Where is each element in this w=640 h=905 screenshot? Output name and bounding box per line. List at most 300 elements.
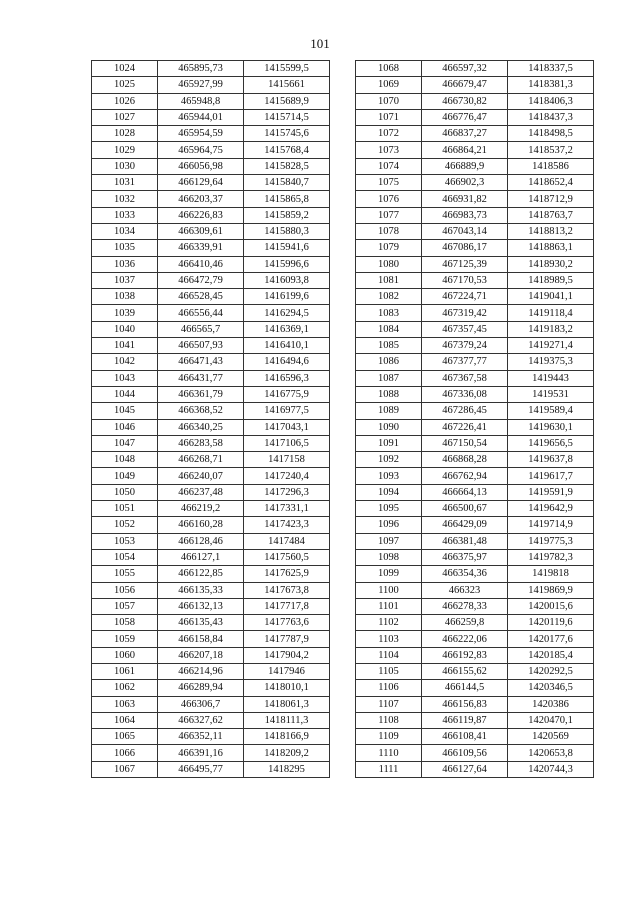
coordinates-table-right xyxy=(355,60,594,778)
y-coordinate-cell: 1418537,2 xyxy=(508,142,594,158)
y-coordinate-cell: 1415865,8 xyxy=(244,191,330,207)
y-coordinate-cell: 1420744,3 xyxy=(508,761,594,777)
y-coordinate-cell: 1418712,9 xyxy=(508,191,594,207)
point-number-cell: 1070 xyxy=(356,93,422,109)
point-number-cell: 1027 xyxy=(92,109,158,125)
x-coordinate-cell: 466240,07 xyxy=(158,468,244,484)
table-row xyxy=(92,647,330,663)
table-row xyxy=(356,663,594,679)
table-row xyxy=(92,272,330,288)
point-number-cell: 1099 xyxy=(356,566,422,582)
x-coordinate-cell: 466339,91 xyxy=(158,240,244,256)
table-row xyxy=(356,549,594,565)
point-number-cell: 1106 xyxy=(356,680,422,696)
point-number-cell: 1040 xyxy=(92,321,158,337)
x-coordinate-cell: 466902,3 xyxy=(422,175,508,191)
table-row xyxy=(92,321,330,337)
y-coordinate-cell: 1418930,2 xyxy=(508,256,594,272)
table-row xyxy=(92,435,330,451)
table-row xyxy=(92,289,330,305)
table-row xyxy=(92,419,330,435)
point-number-cell: 1108 xyxy=(356,712,422,728)
x-coordinate-cell: 466889,9 xyxy=(422,158,508,174)
x-coordinate-cell: 466156,83 xyxy=(422,696,508,712)
table-row xyxy=(356,598,594,614)
point-number-cell: 1056 xyxy=(92,582,158,598)
y-coordinate-cell: 1416775,9 xyxy=(244,386,330,402)
y-coordinate-cell: 1415599,5 xyxy=(244,61,330,77)
table-row xyxy=(92,517,330,533)
y-coordinate-cell: 1417763,6 xyxy=(244,615,330,631)
y-coordinate-cell: 1418498,5 xyxy=(508,126,594,142)
x-coordinate-cell: 466762,94 xyxy=(422,468,508,484)
y-coordinate-cell: 1415828,5 xyxy=(244,158,330,174)
table-row xyxy=(92,403,330,419)
table-row xyxy=(356,207,594,223)
table-row xyxy=(92,142,330,158)
table-row xyxy=(92,207,330,223)
table-row xyxy=(92,598,330,614)
y-coordinate-cell: 1416369,1 xyxy=(244,321,330,337)
point-number-cell: 1096 xyxy=(356,517,422,533)
point-number-cell: 1039 xyxy=(92,305,158,321)
y-coordinate-cell: 1420119,6 xyxy=(508,615,594,631)
x-coordinate-cell: 466128,46 xyxy=(158,533,244,549)
y-coordinate-cell: 1418763,7 xyxy=(508,207,594,223)
x-coordinate-cell: 466160,28 xyxy=(158,517,244,533)
x-coordinate-cell: 466730,82 xyxy=(422,93,508,109)
table-row xyxy=(92,158,330,174)
table-row xyxy=(356,158,594,174)
point-number-cell: 1082 xyxy=(356,289,422,305)
x-coordinate-cell: 467086,17 xyxy=(422,240,508,256)
x-coordinate-cell: 466129,64 xyxy=(158,175,244,191)
point-number-cell: 1087 xyxy=(356,370,422,386)
x-coordinate-cell: 466306,7 xyxy=(158,696,244,712)
x-coordinate-cell: 466268,71 xyxy=(158,452,244,468)
table-row xyxy=(92,582,330,598)
x-coordinate-cell: 466158,84 xyxy=(158,631,244,647)
y-coordinate-cell: 1419183,2 xyxy=(508,321,594,337)
table-row xyxy=(356,696,594,712)
x-coordinate-cell: 467357,45 xyxy=(422,321,508,337)
y-coordinate-cell: 1415661 xyxy=(244,77,330,93)
point-number-cell: 1046 xyxy=(92,419,158,435)
table-row xyxy=(92,240,330,256)
y-coordinate-cell: 1419271,4 xyxy=(508,338,594,354)
x-coordinate-cell: 465927,99 xyxy=(158,77,244,93)
table-row xyxy=(356,566,594,582)
table-row xyxy=(92,566,330,582)
y-coordinate-cell: 1419617,7 xyxy=(508,468,594,484)
point-number-cell: 1073 xyxy=(356,142,422,158)
y-coordinate-cell: 1416093,8 xyxy=(244,272,330,288)
point-number-cell: 1052 xyxy=(92,517,158,533)
y-coordinate-cell: 1420470,1 xyxy=(508,712,594,728)
table-row xyxy=(356,582,594,598)
point-number-cell: 1067 xyxy=(92,761,158,777)
y-coordinate-cell: 1420185,4 xyxy=(508,647,594,663)
point-number-cell: 1047 xyxy=(92,435,158,451)
table-row xyxy=(356,370,594,386)
x-coordinate-cell: 466375,97 xyxy=(422,549,508,565)
point-number-cell: 1111 xyxy=(356,761,422,777)
x-coordinate-cell: 466354,36 xyxy=(422,566,508,582)
point-number-cell: 1036 xyxy=(92,256,158,272)
y-coordinate-cell: 1415880,3 xyxy=(244,223,330,239)
table-row xyxy=(356,729,594,745)
y-coordinate-cell: 1419589,4 xyxy=(508,403,594,419)
y-coordinate-cell: 1419630,1 xyxy=(508,419,594,435)
point-number-cell: 1026 xyxy=(92,93,158,109)
table-row xyxy=(356,761,594,777)
point-number-cell: 1104 xyxy=(356,647,422,663)
point-number-cell: 1071 xyxy=(356,109,422,125)
y-coordinate-cell: 1418061,3 xyxy=(244,696,330,712)
y-coordinate-cell: 1419782,3 xyxy=(508,549,594,565)
table-row xyxy=(92,452,330,468)
x-coordinate-cell: 466214,96 xyxy=(158,663,244,679)
y-coordinate-cell: 1415714,5 xyxy=(244,109,330,125)
point-number-cell: 1041 xyxy=(92,338,158,354)
point-number-cell: 1079 xyxy=(356,240,422,256)
point-number-cell: 1076 xyxy=(356,191,422,207)
point-number-cell: 1060 xyxy=(92,647,158,663)
x-coordinate-cell: 466528,45 xyxy=(158,289,244,305)
table-row xyxy=(92,468,330,484)
x-coordinate-cell: 466776,47 xyxy=(422,109,508,125)
y-coordinate-cell: 1420569 xyxy=(508,729,594,745)
x-coordinate-cell: 467286,45 xyxy=(422,403,508,419)
y-coordinate-cell: 1417240,4 xyxy=(244,468,330,484)
point-number-cell: 1051 xyxy=(92,501,158,517)
point-number-cell: 1075 xyxy=(356,175,422,191)
y-coordinate-cell: 1416494,6 xyxy=(244,354,330,370)
y-coordinate-cell: 1417717,8 xyxy=(244,598,330,614)
x-coordinate-cell: 466132,13 xyxy=(158,598,244,614)
y-coordinate-cell: 1419591,9 xyxy=(508,484,594,500)
x-coordinate-cell: 467379,24 xyxy=(422,338,508,354)
x-coordinate-cell: 466222,06 xyxy=(422,631,508,647)
point-number-cell: 1042 xyxy=(92,354,158,370)
y-coordinate-cell: 1417158 xyxy=(244,452,330,468)
x-coordinate-cell: 467125,39 xyxy=(422,256,508,272)
x-coordinate-cell: 466207,18 xyxy=(158,647,244,663)
y-coordinate-cell: 1417331,1 xyxy=(244,501,330,517)
x-coordinate-cell: 466122,85 xyxy=(158,566,244,582)
point-number-cell: 1090 xyxy=(356,419,422,435)
table-row xyxy=(92,256,330,272)
table-row xyxy=(356,223,594,239)
table-row xyxy=(356,142,594,158)
point-number-cell: 1077 xyxy=(356,207,422,223)
x-coordinate-cell: 467043,14 xyxy=(422,223,508,239)
table-row xyxy=(92,338,330,354)
x-coordinate-cell: 466565,7 xyxy=(158,321,244,337)
y-coordinate-cell: 1417625,9 xyxy=(244,566,330,582)
table-row xyxy=(92,175,330,191)
y-coordinate-cell: 1415941,6 xyxy=(244,240,330,256)
y-coordinate-cell: 1418652,4 xyxy=(508,175,594,191)
x-coordinate-cell: 465895,73 xyxy=(158,61,244,77)
table-row xyxy=(356,77,594,93)
x-coordinate-cell: 466495,77 xyxy=(158,761,244,777)
y-coordinate-cell: 1415859,2 xyxy=(244,207,330,223)
table-row xyxy=(92,663,330,679)
point-number-cell: 1049 xyxy=(92,468,158,484)
x-coordinate-cell: 466837,27 xyxy=(422,126,508,142)
x-coordinate-cell: 466679,47 xyxy=(422,77,508,93)
point-number-cell: 1064 xyxy=(92,712,158,728)
y-coordinate-cell: 1418586 xyxy=(508,158,594,174)
y-coordinate-cell: 1418010,1 xyxy=(244,680,330,696)
x-coordinate-cell: 466219,2 xyxy=(158,501,244,517)
x-coordinate-cell: 465964,75 xyxy=(158,142,244,158)
x-coordinate-cell: 466868,28 xyxy=(422,452,508,468)
table-row xyxy=(92,126,330,142)
table-row xyxy=(356,289,594,305)
y-coordinate-cell: 1419041,1 xyxy=(508,289,594,305)
point-number-cell: 1080 xyxy=(356,256,422,272)
point-number-cell: 1058 xyxy=(92,615,158,631)
y-coordinate-cell: 1418437,3 xyxy=(508,109,594,125)
y-coordinate-cell: 1417043,1 xyxy=(244,419,330,435)
point-number-cell: 1033 xyxy=(92,207,158,223)
y-coordinate-cell: 1418295 xyxy=(244,761,330,777)
table-row xyxy=(356,419,594,435)
y-coordinate-cell: 1418209,2 xyxy=(244,745,330,761)
x-coordinate-cell: 466135,33 xyxy=(158,582,244,598)
table-row xyxy=(356,517,594,533)
x-coordinate-cell: 466192,83 xyxy=(422,647,508,663)
table-row xyxy=(92,712,330,728)
table-row xyxy=(92,745,330,761)
x-coordinate-cell: 466391,16 xyxy=(158,745,244,761)
point-number-cell: 1110 xyxy=(356,745,422,761)
point-number-cell: 1068 xyxy=(356,61,422,77)
x-coordinate-cell: 465954,59 xyxy=(158,126,244,142)
y-coordinate-cell: 1420346,5 xyxy=(508,680,594,696)
point-number-cell: 1093 xyxy=(356,468,422,484)
table-row xyxy=(356,533,594,549)
y-coordinate-cell: 1418406,3 xyxy=(508,93,594,109)
point-number-cell: 1066 xyxy=(92,745,158,761)
point-number-cell: 1109 xyxy=(356,729,422,745)
x-coordinate-cell: 466127,1 xyxy=(158,549,244,565)
y-coordinate-cell: 1419642,9 xyxy=(508,501,594,517)
table-row xyxy=(92,354,330,370)
x-coordinate-cell: 466864,21 xyxy=(422,142,508,158)
x-coordinate-cell: 466135,43 xyxy=(158,615,244,631)
table-row xyxy=(356,61,594,77)
table-row xyxy=(92,223,330,239)
point-number-cell: 1063 xyxy=(92,696,158,712)
point-number-cell: 1105 xyxy=(356,663,422,679)
point-number-cell: 1084 xyxy=(356,321,422,337)
point-number-cell: 1054 xyxy=(92,549,158,565)
x-coordinate-cell: 466471,43 xyxy=(158,354,244,370)
table-row xyxy=(92,305,330,321)
y-coordinate-cell: 1419375,3 xyxy=(508,354,594,370)
point-number-cell: 1098 xyxy=(356,549,422,565)
x-coordinate-cell: 467336,08 xyxy=(422,386,508,402)
table-row xyxy=(92,761,330,777)
y-coordinate-cell: 1420177,6 xyxy=(508,631,594,647)
point-number-cell: 1031 xyxy=(92,175,158,191)
point-number-cell: 1029 xyxy=(92,142,158,158)
y-coordinate-cell: 1420015,6 xyxy=(508,598,594,614)
y-coordinate-cell: 1418381,3 xyxy=(508,77,594,93)
point-number-cell: 1035 xyxy=(92,240,158,256)
y-coordinate-cell: 1415689,9 xyxy=(244,93,330,109)
point-number-cell: 1059 xyxy=(92,631,158,647)
point-number-cell: 1048 xyxy=(92,452,158,468)
y-coordinate-cell: 1420292,5 xyxy=(508,663,594,679)
point-number-cell: 1053 xyxy=(92,533,158,549)
x-coordinate-cell: 466361,79 xyxy=(158,386,244,402)
table-row xyxy=(356,615,594,631)
y-coordinate-cell: 1417787,9 xyxy=(244,631,330,647)
y-coordinate-cell: 1419118,4 xyxy=(508,305,594,321)
point-number-cell: 1107 xyxy=(356,696,422,712)
table-row xyxy=(92,109,330,125)
coordinates-table-left xyxy=(91,60,330,778)
table-row xyxy=(356,354,594,370)
point-number-cell: 1030 xyxy=(92,158,158,174)
table-row xyxy=(356,321,594,337)
table-row xyxy=(356,191,594,207)
point-number-cell: 1089 xyxy=(356,403,422,419)
table-row xyxy=(356,452,594,468)
x-coordinate-cell: 466278,33 xyxy=(422,598,508,614)
x-coordinate-cell: 466127,64 xyxy=(422,761,508,777)
table-row xyxy=(356,435,594,451)
x-coordinate-cell: 466340,25 xyxy=(158,419,244,435)
y-coordinate-cell: 1418989,5 xyxy=(508,272,594,288)
y-coordinate-cell: 1416596,3 xyxy=(244,370,330,386)
x-coordinate-cell: 466983,73 xyxy=(422,207,508,223)
table-row xyxy=(92,61,330,77)
y-coordinate-cell: 1417423,3 xyxy=(244,517,330,533)
point-number-cell: 1045 xyxy=(92,403,158,419)
table-row xyxy=(356,338,594,354)
point-number-cell: 1072 xyxy=(356,126,422,142)
table-row xyxy=(92,77,330,93)
point-number-cell: 1091 xyxy=(356,435,422,451)
y-coordinate-cell: 1416199,6 xyxy=(244,289,330,305)
table-row xyxy=(356,272,594,288)
x-coordinate-cell: 466431,77 xyxy=(158,370,244,386)
x-coordinate-cell: 466119,87 xyxy=(422,712,508,728)
point-number-cell: 1028 xyxy=(92,126,158,142)
y-coordinate-cell: 1417904,2 xyxy=(244,647,330,663)
point-number-cell: 1043 xyxy=(92,370,158,386)
y-coordinate-cell: 1417673,8 xyxy=(244,582,330,598)
y-coordinate-cell: 1416294,5 xyxy=(244,305,330,321)
x-coordinate-cell: 467226,41 xyxy=(422,419,508,435)
x-coordinate-cell: 466597,32 xyxy=(422,61,508,77)
table-row xyxy=(92,729,330,745)
point-number-cell: 1055 xyxy=(92,566,158,582)
y-coordinate-cell: 1417106,5 xyxy=(244,435,330,451)
point-number-cell: 1024 xyxy=(92,61,158,77)
y-coordinate-cell: 1418166,9 xyxy=(244,729,330,745)
x-coordinate-cell: 466500,67 xyxy=(422,501,508,517)
point-number-cell: 1081 xyxy=(356,272,422,288)
x-coordinate-cell: 467170,53 xyxy=(422,272,508,288)
table-row xyxy=(356,468,594,484)
x-coordinate-cell: 466108,41 xyxy=(422,729,508,745)
point-number-cell: 1044 xyxy=(92,386,158,402)
table-row xyxy=(356,680,594,696)
y-coordinate-cell: 1417946 xyxy=(244,663,330,679)
table-row xyxy=(356,712,594,728)
point-number-cell: 1069 xyxy=(356,77,422,93)
point-number-cell: 1085 xyxy=(356,338,422,354)
table-row xyxy=(92,501,330,517)
point-number-cell: 1062 xyxy=(92,680,158,696)
x-coordinate-cell: 466144,5 xyxy=(422,680,508,696)
y-coordinate-cell: 1416977,5 xyxy=(244,403,330,419)
x-coordinate-cell: 466410,46 xyxy=(158,256,244,272)
x-coordinate-cell: 466327,62 xyxy=(158,712,244,728)
point-number-cell: 1088 xyxy=(356,386,422,402)
y-coordinate-cell: 1419637,8 xyxy=(508,452,594,468)
x-coordinate-cell: 466931,82 xyxy=(422,191,508,207)
table-row xyxy=(356,745,594,761)
x-coordinate-cell: 466368,52 xyxy=(158,403,244,419)
table-row xyxy=(356,501,594,517)
x-coordinate-cell: 466556,44 xyxy=(158,305,244,321)
y-coordinate-cell: 1419775,3 xyxy=(508,533,594,549)
point-number-cell: 1092 xyxy=(356,452,422,468)
table-row xyxy=(356,240,594,256)
y-coordinate-cell: 1420386 xyxy=(508,696,594,712)
y-coordinate-cell: 1419531 xyxy=(508,386,594,402)
table-row xyxy=(356,631,594,647)
table-row xyxy=(92,696,330,712)
table-row xyxy=(92,93,330,109)
x-coordinate-cell: 466429,09 xyxy=(422,517,508,533)
point-number-cell: 1025 xyxy=(92,77,158,93)
x-coordinate-cell: 466226,83 xyxy=(158,207,244,223)
point-number-cell: 1100 xyxy=(356,582,422,598)
x-coordinate-cell: 466381,48 xyxy=(422,533,508,549)
table-row xyxy=(356,175,594,191)
y-coordinate-cell: 1419656,5 xyxy=(508,435,594,451)
y-coordinate-cell: 1419714,9 xyxy=(508,517,594,533)
table-row xyxy=(356,403,594,419)
table-row xyxy=(92,533,330,549)
y-coordinate-cell: 1419443 xyxy=(508,370,594,386)
point-number-cell: 1086 xyxy=(356,354,422,370)
point-number-cell: 1102 xyxy=(356,615,422,631)
table-row xyxy=(92,615,330,631)
table-row xyxy=(356,109,594,125)
x-coordinate-cell: 467367,58 xyxy=(422,370,508,386)
point-number-cell: 1037 xyxy=(92,272,158,288)
x-coordinate-cell: 466056,98 xyxy=(158,158,244,174)
point-number-cell: 1065 xyxy=(92,729,158,745)
table-row xyxy=(356,93,594,109)
x-coordinate-cell: 466155,62 xyxy=(422,663,508,679)
x-coordinate-cell: 467224,71 xyxy=(422,289,508,305)
x-coordinate-cell: 466289,94 xyxy=(158,680,244,696)
table-row xyxy=(356,484,594,500)
table-row xyxy=(92,549,330,565)
x-coordinate-cell: 466259,8 xyxy=(422,615,508,631)
x-coordinate-cell: 466203,37 xyxy=(158,191,244,207)
